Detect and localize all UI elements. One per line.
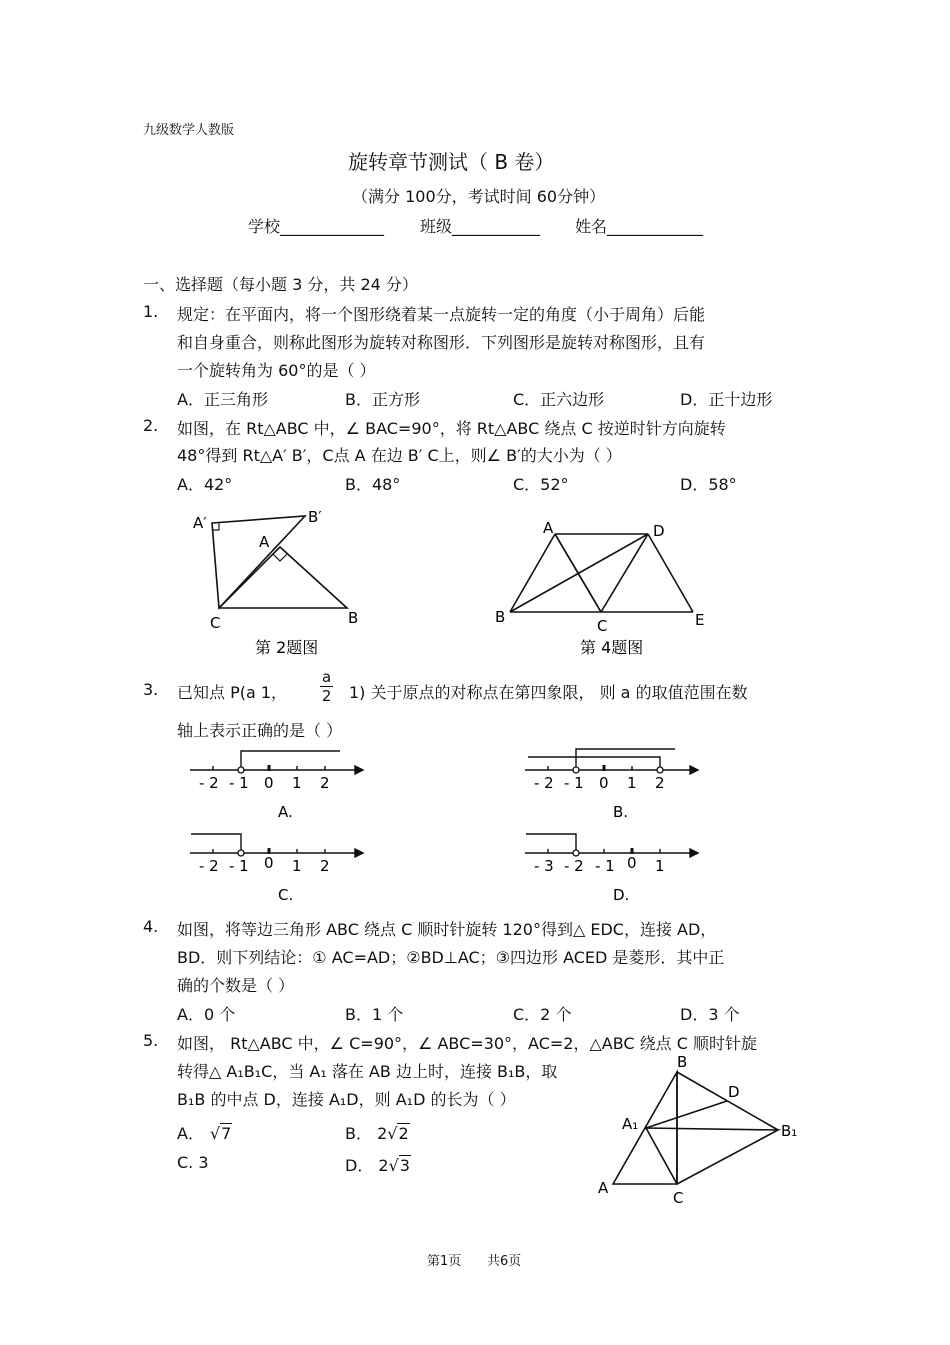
- radicand: 3: [399, 1156, 410, 1175]
- label-a1: A₁: [622, 1115, 639, 1133]
- q1-line3: 一个旋转角为 60°的是（ ）: [177, 361, 376, 380]
- name-field: 姓名____________: [575, 217, 704, 236]
- option-prefix: A．: [177, 1124, 204, 1143]
- tick-label: 1: [292, 857, 302, 875]
- tick-label: - 1: [229, 774, 249, 792]
- tick-label: - 3: [534, 857, 554, 875]
- tick-label: 2: [320, 774, 330, 792]
- triangle-a1b1c: [212, 516, 305, 608]
- q5-number: 5.: [143, 1031, 159, 1050]
- q5-option-b: B． 2√2: [345, 1124, 409, 1143]
- label-d: D: [728, 1083, 740, 1101]
- option-label-d: D.: [613, 886, 630, 904]
- q5-line2: 转得△ A₁B₁C，当 A₁ 落在 AB 边上时，连接 B₁B，取: [177, 1062, 558, 1081]
- school-field: 学校_____________: [248, 217, 385, 236]
- exam-subtitle: （满分 100分，考试时间 60分钟）: [352, 187, 606, 206]
- tick-label: 0: [627, 854, 637, 872]
- label-e: E: [695, 611, 705, 629]
- tick-label: 1: [292, 774, 302, 792]
- q2-number: 2.: [143, 416, 159, 435]
- label-a: A: [598, 1179, 609, 1197]
- q5-line3: B₁B 的中点 D，连接 A₁D，则 A₁D 的长为（ ）: [177, 1090, 516, 1109]
- q2-option-d: D．58°: [680, 475, 737, 494]
- tick-label: 0: [264, 854, 274, 872]
- q4-line2: BD．则下列结论：① AC=AD；②BD⊥AC；③四边形 ACED 是菱形．其中正: [177, 948, 725, 967]
- page-title: 旋转章节测试（ B 卷）: [348, 150, 555, 174]
- q1-number: 1.: [143, 302, 159, 321]
- q1-option-d: D．正十边形: [680, 390, 773, 409]
- tick-label: 0: [599, 774, 609, 792]
- option-prefix: D． 2: [345, 1156, 389, 1175]
- q5-option-c: C. 3: [177, 1153, 209, 1172]
- numberline-b: [520, 745, 705, 825]
- label-c: C: [210, 614, 221, 632]
- figure-q5: [590, 1050, 810, 1210]
- triangle-abc: [219, 547, 347, 608]
- q1-option-a: A．正三角形: [177, 390, 268, 409]
- label-b1: B₁: [781, 1122, 798, 1140]
- option-label-c: C.: [278, 886, 294, 904]
- q3-number: 3.: [143, 680, 159, 699]
- tick-label: 1: [655, 857, 665, 875]
- option-prefix: B． 2: [345, 1124, 388, 1143]
- tick-label: - 1: [229, 857, 249, 875]
- page-number: 第1页: [427, 1254, 462, 1269]
- q4-option-c: C．2 个: [513, 1005, 572, 1024]
- tick-label: 2: [655, 774, 665, 792]
- label-b: B: [495, 608, 506, 626]
- fig4-caption: 第 4题图: [580, 638, 644, 657]
- tick-label: - 2: [199, 774, 219, 792]
- label-c: C: [673, 1189, 684, 1207]
- figure-q4: [490, 510, 720, 660]
- grade-label: 九级数学人教版: [143, 123, 235, 138]
- q5-option-d: D． 2√3: [345, 1156, 410, 1175]
- q1-line1: 规定：在平面内，将一个图形绕着某一点旋转一定的角度（小于周角）后能: [177, 305, 706, 324]
- label-a: A: [543, 519, 554, 537]
- q4-option-a: A．0 个: [177, 1005, 236, 1024]
- class-field: 班级___________: [420, 217, 541, 236]
- q4-option-b: B．1 个: [345, 1005, 404, 1024]
- option-label-b: B.: [613, 803, 629, 821]
- label-d: D: [653, 522, 665, 540]
- fraction-denominator: 2: [321, 687, 332, 705]
- tick-label: - 2: [199, 857, 219, 875]
- label-a: A: [259, 533, 270, 551]
- q4-number: 4.: [143, 917, 159, 936]
- tick-label: - 2: [534, 774, 554, 792]
- numberline-c: [185, 828, 370, 908]
- section-heading: 一、选择题（每小题 3 分，共 24 分）: [143, 275, 418, 294]
- label-c: C: [597, 617, 608, 635]
- label-b-prime: B′: [308, 508, 322, 526]
- q2-line2: 48°得到 Rt△A′ B′，C点 A 在边 B′ C上，则∠ B′的大小为（ ）: [177, 446, 622, 465]
- triangle-a1b1c: [646, 1128, 778, 1184]
- numberline-d: [520, 828, 705, 908]
- q5-option-a: A． √7: [177, 1124, 232, 1143]
- tick-label: 1: [627, 774, 637, 792]
- q2-option-b: B．48°: [345, 475, 401, 494]
- q3-line1-post: 1) 关于原点的对称点在第四象限， 则 a 的取值范围在数: [349, 683, 748, 702]
- fraction-numerator: a: [322, 668, 332, 686]
- q5-line1: 如图， Rt△ABC 中，∠ C=90°，∠ ABC=30°，AC=2，△ABC 绕点 C 顺时针旋: [177, 1034, 758, 1053]
- tick-label: - 1: [564, 774, 584, 792]
- numberline-a: [185, 745, 370, 825]
- figure-q2: [180, 500, 380, 660]
- q3-line1-pre: 已知点 P(a 1，: [177, 683, 288, 702]
- q2-line1: 如图，在 Rt△ABC 中，∠ BAC=90°，将 Rt△ABC 绕点 C 按逆时针方向旋转: [177, 419, 726, 438]
- tick-label: 0: [264, 774, 274, 792]
- fig2-caption: 第 2题图: [255, 638, 319, 657]
- radicand: 7: [221, 1124, 232, 1143]
- label-b: B: [348, 609, 359, 627]
- q4-option-d: D．3 个: [680, 1005, 740, 1024]
- page-total: 共6页: [487, 1254, 522, 1269]
- option-label-a: A.: [278, 803, 293, 821]
- label-a-prime: A′: [193, 514, 207, 532]
- q2-option-c: C．52°: [513, 475, 569, 494]
- tick-label: - 1: [595, 857, 615, 875]
- q4-line3: 确的个数是（ ）: [177, 976, 295, 995]
- q2-option-a: A．42°: [177, 475, 233, 494]
- q4-line1: 如图，将等边三角形 ABC 绕点 C 顺时针旋转 120°得到△ EDC，连接 AD，: [177, 920, 717, 939]
- tick-label: 2: [320, 857, 330, 875]
- radicand: 2: [398, 1124, 409, 1143]
- q1-option-c: C．正六边形: [513, 390, 605, 409]
- label-b: B: [677, 1053, 688, 1071]
- q1-option-b: B．正方形: [345, 390, 420, 409]
- q3-fraction: [320, 668, 333, 705]
- q3-line2: 轴上表示正确的是（ ）: [177, 721, 343, 740]
- q1-line2: 和自身重合，则称此图形为旋转对称图形．下列图形是旋转对称图形，且有: [177, 333, 706, 352]
- tick-label: - 2: [564, 857, 584, 875]
